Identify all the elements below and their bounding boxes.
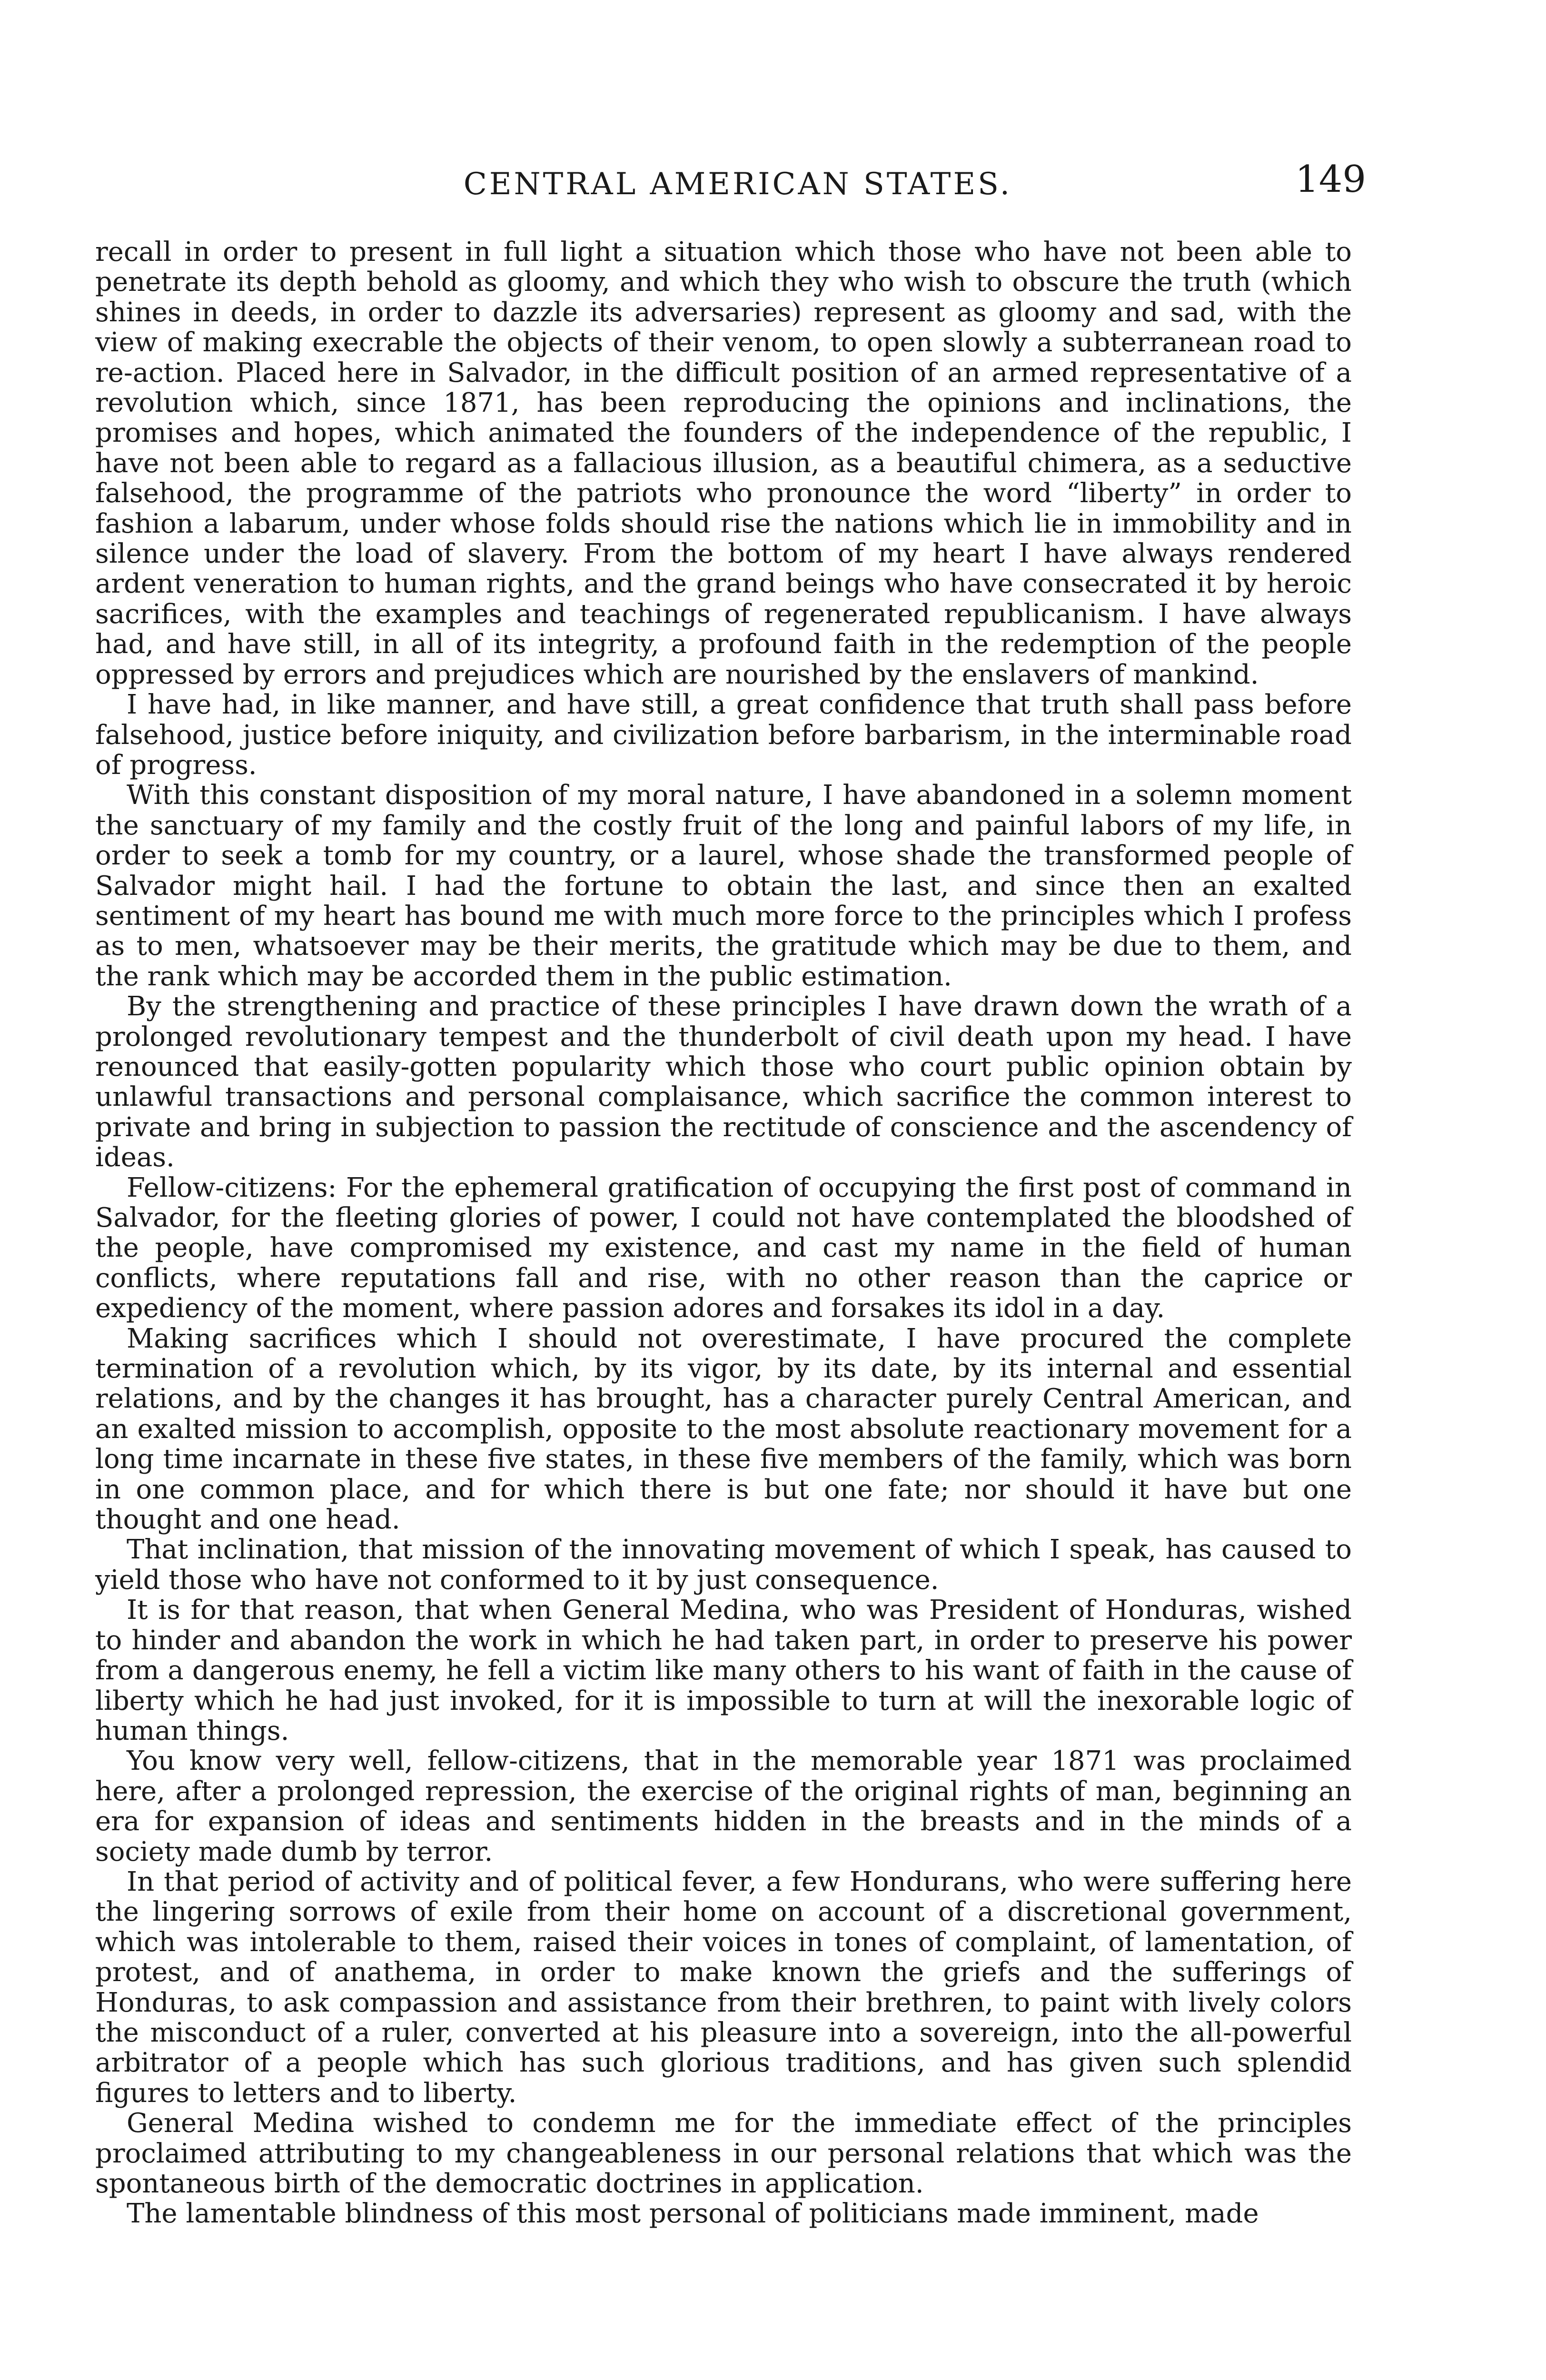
paragraph: Making sacrifices which I should not overestimate, I have procured the complete termination of a revolution which, by its vigor, by its date, by its internal and essential relations, and by the changes it has brought, has a character purely Central American, and an exalted mission to accomplish, opposite to the most absolute reactionary movement for a long time incarnate in these five states, in these five members of the family, which was born in one common place, and for which there is but one fate; nor should it have but one thought and one head. [95, 1323, 1352, 1536]
paragraph: With this constant disposition of my moral nature, I have abandoned in a solemn moment the sanctuary of my family and the costly fruit of the long and painful labors of my life, in order to seek a tomb for my country, or a laurel, whose shade the transformed people of Salvador might hail. I had the fortune to obtain the last, and since then an exalted sentiment of my heart has bound me with much more force to the principles which I profess as to men, whatsoever may be their merits, the gratitude which may be due to them, and the rank which may be accorded them in the public estimation. [95, 780, 1352, 992]
body-text [95, 237, 1352, 2229]
paragraph: You know very well, fellow-citizens, that in the memorable year 1871 was proclaimed here, after a prolonged repression, the exercise of the original rights of man, beginning an era for expansion of ideas and sentiments hidden in the breasts and in the minds of a society made dumb by terror. [95, 1745, 1352, 1867]
paragraph: It is for that reason, that when General Medina, who was President of Honduras, wished to hinder and abandon the work in which he had taken part, in order to preserve his power from a dangerous enemy, he fell a victim like many others to his want of faith in the cause of liberty which he had just invoked, for it is impossible to turn at will the inexorable logic of human things. [95, 1595, 1352, 1746]
running-head: CENTRAL AMERICAN STATES. [463, 167, 1012, 202]
paragraph: recall in order to present in full light a situation which those who have not been able to penetrate its depth behold as gloomy, and which they who wish to obscure the truth (which shines in deeds, in order to dazzle its adversaries) represent as gloomy and sad, with the view of making execrable the objects of their venom, to open slowly a subterranean road to re-action. Placed here in Salvador, in the difficult position of an armed representative of a revolution which, since 1871, has been reproducing the opinions and inclinations, the promises and hopes, which animated the founders of the independence of the republic, I have not been able to regard as a fallacious illusion, as a beautiful chimera, as a seductive falsehood, the programme of the patriots who pronounce the word “liberty” in order to fashion a labarum, under whose folds should rise the nations which lie in immobility and in silence under the load of slavery. From the bottom of my heart I have always rendered ardent veneration to human rights, and the grand beings who have consecrated it by heroic sacrifices, with the examples and teachings of regenerated republicanism. I have always had, and have still, in all of its integrity, a profound faith in the redemption of the people oppressed by errors and prejudices which are nourished by the enslavers of mankind. [95, 237, 1352, 690]
paragraph: By the strengthening and practice of these principles I have drawn down the wrath of a prolonged revolutionary tempest and the thunderbolt of civil death upon my head. I have renounced that easily-gotten popularity which those who court public opinion obtain by unlawful transactions and personal complaisance, which sacrifice the common interest to private and bring in subjection to passion the rectitude of conscience and the ascendency of ideas. [95, 991, 1352, 1173]
paragraph: Fellow-citizens: For the ephemeral gratification of occupying the first post of command in Salvador, for the fleeting glories of power, I could not have contemplated the bloodshed of the people, have compromised my existence, and cast my name in the field of human conflicts, where reputations fall and rise, with no other reason than the caprice or expediency of the moment, where passion adores and forsakes its idol in a day. [95, 1172, 1352, 1324]
paragraph: I have had, in like manner, and have still, a great confidence that truth shall pass before falsehood, justice before iniquity, and civilization before barbarism, in the interminable road of progress. [95, 689, 1352, 781]
page-header [100, 158, 1376, 209]
paragraph: That inclination, that mission of the innovating movement of which I speak, has caused to yield those who have not conformed to it by just consequence. [95, 1534, 1352, 1596]
paragraph: In that period of activity and of political fever, a few Hondurans, who were suffering here the lingering sorrows of exile from their home on account of a discretional government, which was intolerable to them, raised their voices in tones of complaint, of lamentation, of protest, and of anathema, in order to make known the griefs and the sufferings of Honduras, to ask compassion and assistance from their brethren, to paint with lively colors the misconduct of a ruler, converted at his pleasure into a sovereign, into the all-powerful arbitrator of a people which has such glorious traditions, and has given such splendid figures to letters and to liberty. [95, 1866, 1352, 2109]
paragraph: General Medina wished to condemn me for the immediate effect of the principles proclaimed attributing to my changeableness in our personal relations that which was the spontaneous birth of the democratic doctrines in application. [95, 2108, 1352, 2199]
page-number: 149 [1295, 158, 1366, 201]
paragraph: The lamentable blindness of this most personal of politicians made imminent, made [127, 2198, 1259, 2230]
